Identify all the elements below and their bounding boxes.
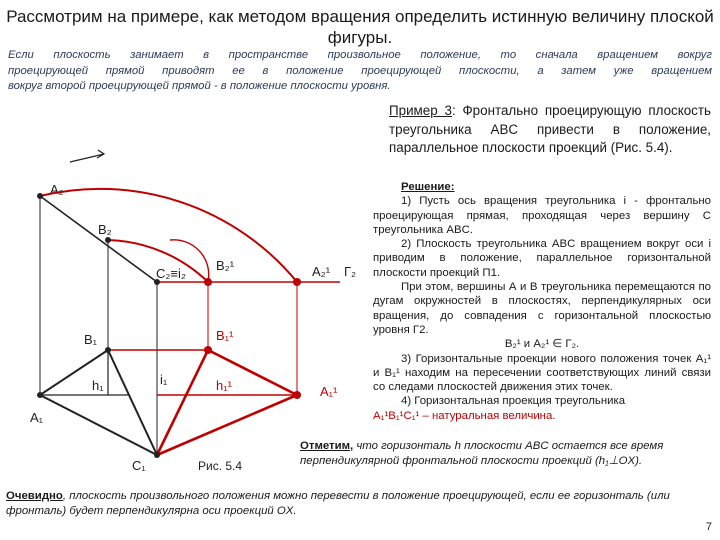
label-B2: B₂ [98, 222, 112, 237]
label-B21: B₂¹ [216, 258, 235, 273]
point-B1 [105, 347, 111, 353]
point-A1 [37, 392, 43, 398]
intro-line-1: Если плоскость занимает в пространстве произвольное положение, то сначала вращением вокруг [8, 49, 712, 61]
solution-header: Решение: [401, 181, 455, 193]
footer-text: , плоскость произвольного положения можно перевести в положение проецирующей, если ее горизонталь (или фронталь) будет перпендикулярна оси проекций OX. [6, 490, 670, 517]
footer-head: Очевидно [6, 490, 63, 502]
label-B11: B₁¹ [216, 328, 234, 343]
triangle-natural-size [157, 350, 297, 455]
label-h1: h₁ [92, 378, 104, 393]
intro-line-2: проецирующей прямой приводят ее в положение проецирующей плоскости, а затем уже вращением [8, 64, 712, 77]
point-B2 [105, 237, 111, 243]
label-B1: B₁ [84, 332, 98, 347]
label-i1: i₁ [160, 372, 168, 387]
label-A11: A₁¹ [320, 384, 338, 399]
solution-step-2: 2) Плоскость треугольника ABC вращением вокруг оси i приводим в положение, параллельное горизонтальной плоскости проекций П1. [373, 238, 711, 279]
intro-line-3: вокруг второй проецирующей прямой - в положение плоскости уровня. [8, 80, 391, 92]
page-number: 7 [705, 521, 712, 533]
point-A2 [37, 193, 43, 199]
note-head: Отметим, [300, 440, 354, 452]
solution-step-2c: B₂¹ и A₂¹ ∈ Г₂. [504, 338, 580, 351]
point-C1 [154, 452, 160, 458]
page-title: Рассмотрим на примере, как методом вращения определить истинную величину плоской фигуры. [6, 7, 714, 47]
label-A21: A₂¹ [312, 264, 331, 279]
figure-caption: Рис. 5.4 [198, 459, 243, 473]
solution-step-4b: A₁¹B₁¹C₁¹ – натуральная величина. [373, 409, 556, 422]
example-head: Пример 3 [389, 103, 452, 118]
label-h11: h₁¹ [216, 378, 232, 393]
label-G2: Г₂ [344, 264, 357, 279]
solution-step-3: 3) Горизонтальные проекции нового положения точек А₁¹ и В₁¹ находим на пересечении соответствующих линий связи со следами плоскостей движения этих точек. [373, 352, 711, 394]
solution-step-1: 1) Пусть ось вращения треугольника i - фронтально проецирующая прямая, проходящая через вершину С треугольника ABC. [373, 195, 711, 236]
point-A21 [293, 278, 301, 286]
solution-step-4a: 4) Горизонтальная проекция треугольника [401, 395, 626, 408]
rotation-arrow-icon [70, 150, 104, 162]
label-C1: C₁ [132, 458, 146, 473]
triangle-A1B1C1 [40, 350, 157, 455]
label-A2: A₂ [50, 182, 64, 197]
frontal-trace [40, 196, 157, 282]
point-B11 [204, 346, 212, 354]
note-text: что горизонталь h плоскости ABC остается все время перпендикулярной фронтальной плоскости проекций (h₁⊥OX). [300, 440, 664, 467]
example-text: : Фронтально проецирующую плоскость треугольника ABC привести в положение, параллельное плоскости проекций (Рис. 5.4). [389, 103, 711, 155]
point-A11 [293, 391, 301, 399]
label-A1: A₁ [30, 410, 44, 425]
point-B21 [204, 278, 212, 286]
solution-step-2b: При этом, вершины А и В треугольника перемещаются по дугам окружностей в плоскостях, перпендикулярных оси вращения, до совпадения с горизонтальной плоскостью уровня Г2. [373, 281, 711, 336]
label-C2i2: C₂≡i₂ [156, 266, 186, 281]
